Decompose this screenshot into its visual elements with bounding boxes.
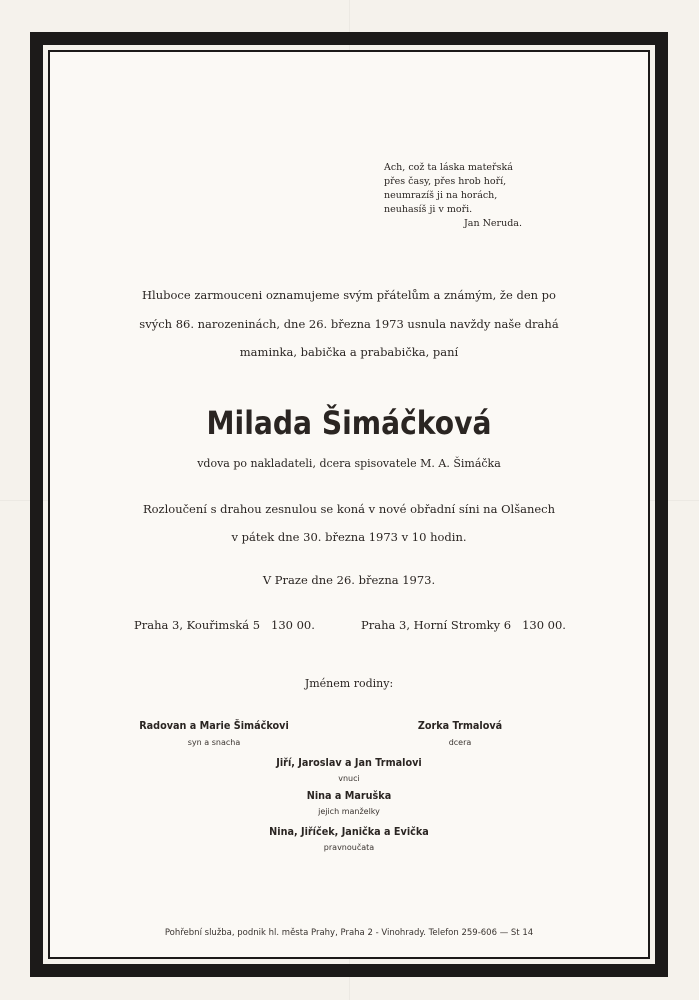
farewell-line-2: v pátek dne 30. března 1973 v 10 hodin. — [231, 530, 467, 544]
family-intro: Jménem rodiny: — [304, 677, 394, 690]
footer-funeral-service: Pohřební služba, podnik hl. města Prahy, Praha 2 - Vinohrady. Telefon 259-606 — St 14 — [164, 928, 534, 938]
family-grandsons: Jiří, Jaroslav a Jan Trmalovi — [276, 757, 422, 769]
poem-author: Jan Neruda. — [464, 218, 522, 229]
address-left — [134, 618, 315, 632]
poem-line: přes časy, přes hrob hoří, — [384, 176, 507, 187]
family-great-grandchildren-relation: pravnoučata — [323, 843, 375, 852]
farewell-line-1: Rozloučení s drahou zesnulou se koná v nové obřadní síni na Olšanech — [142, 502, 556, 516]
family-wives: Nina a Maruška — [306, 790, 392, 802]
address-right-zip: 130 00. — [522, 618, 566, 632]
family-daughter-name: Zorka Trmalová — [417, 720, 503, 732]
address-left-zip: 130 00. — [271, 618, 315, 632]
poem-line: neumrazíš ji na horách, — [384, 190, 498, 201]
family-great-grandchildren: Nina, Jiříček, Janička a Evička — [269, 826, 429, 838]
address-right-street: Praha 3, Horní Stromky 6 — [361, 618, 512, 632]
family-wives-relation: jejich manželky — [318, 807, 380, 816]
poem-quote — [384, 161, 522, 231]
poem-line: neuhasíš ji v moři. — [384, 204, 473, 215]
address-left-street: Praha 3, Kouřimská 5 — [134, 618, 261, 632]
family-son-name: Radovan a Marie Šimáčkovi — [139, 720, 289, 732]
announcement-line-2: svých 86. narozeninách, dne 26. března 1973 usnula navždy naše drahá — [139, 317, 559, 331]
poem-line: Ach, což ta láska mateřská — [384, 162, 513, 173]
place-date: V Praze dne 26. března 1973. — [262, 573, 436, 587]
address-right — [361, 618, 566, 632]
family-daughter-relation: dcera — [448, 738, 472, 747]
family-grandsons-relation: vnuci — [338, 774, 360, 783]
deceased-description: vdova po nakladateli, dcera spisovatele M. A. Šimáčka — [197, 457, 501, 470]
family-son-relation: syn a snacha — [187, 738, 241, 747]
deceased-name: Milada Šimáčková — [206, 404, 492, 442]
announcement-line-1: Hluboce zarmouceni oznamujeme svým přátelům a známým, že den po — [142, 288, 556, 302]
announcement-line-3: maminka, babička a prababička, paní — [239, 345, 459, 359]
